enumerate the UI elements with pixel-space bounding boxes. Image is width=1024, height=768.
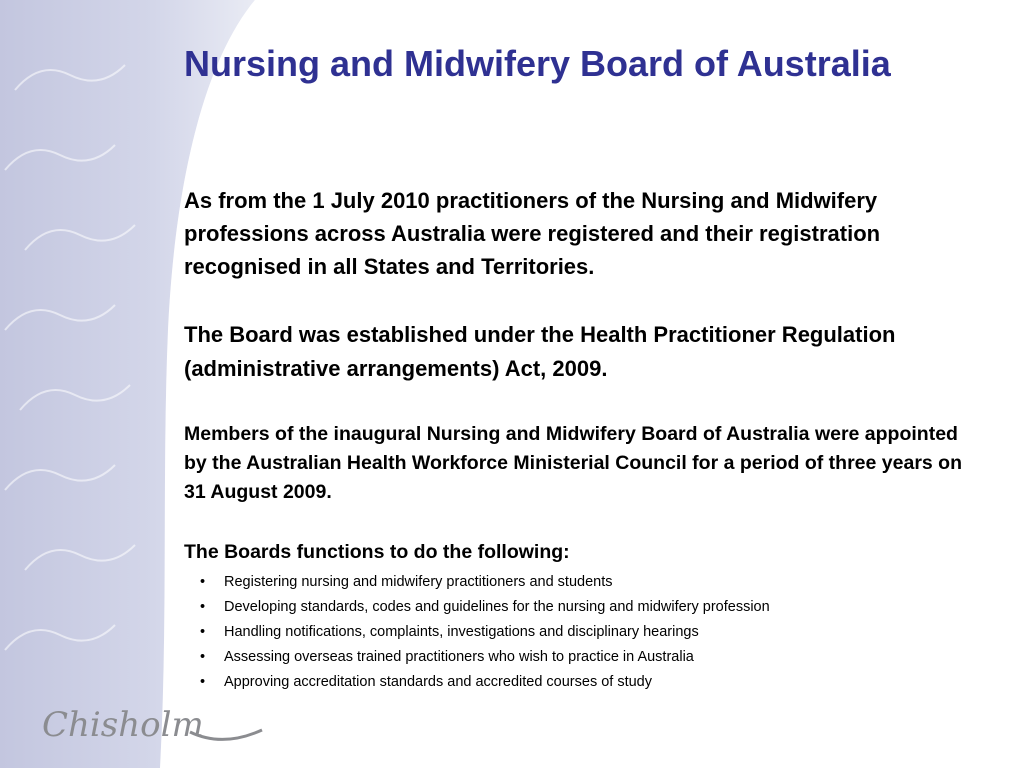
list-item-text: Assessing overseas trained practitioners who wish to practice in Australia <box>224 649 694 665</box>
list-item-text: Registering nursing and midwifery practitioners and students <box>224 574 613 590</box>
list-item <box>200 670 990 695</box>
list-item-text: Approving accreditation standards and accredited courses of study <box>224 674 652 690</box>
bullet-icon: • <box>200 574 206 590</box>
bullet-icon: • <box>200 599 206 615</box>
bullet-icon: • <box>200 624 206 640</box>
list-item <box>200 570 990 595</box>
list-item <box>200 620 990 645</box>
functions-list <box>200 570 990 695</box>
slide-title: Nursing and Midwifery Board of Australia <box>184 43 891 84</box>
list-item <box>200 645 990 670</box>
list-item-text: Handling notifications, complaints, investigations and disciplinary hearings <box>224 624 699 640</box>
bullet-icon: • <box>200 649 206 665</box>
chisholm-logo <box>40 700 265 752</box>
list-item <box>200 595 990 620</box>
bullet-icon: • <box>200 674 206 690</box>
registration-paragraph: As from the 1 July 2010 practitioners of the Nursing and Midwifery professions across Australia were registered and their registration recognised in all States and Territories. <box>184 188 881 279</box>
list-item-text: Developing standards, codes and guidelines for the nursing and midwifery profession <box>224 599 770 615</box>
members-paragraph: Members of the inaugural Nursing and Midwifery Board of Australia were appointed by the Australian Health Workforce Ministerial Council for a period of three years on 31 August 2009. <box>184 423 962 503</box>
logo-wordmark: Chisholm <box>42 705 204 745</box>
functions-heading: The Boards functions to do the following: <box>184 541 570 563</box>
establishment-paragraph: The Board was established under the Health Practitioner Regulation (administrative arrangements) Act, 2009. <box>184 322 896 381</box>
